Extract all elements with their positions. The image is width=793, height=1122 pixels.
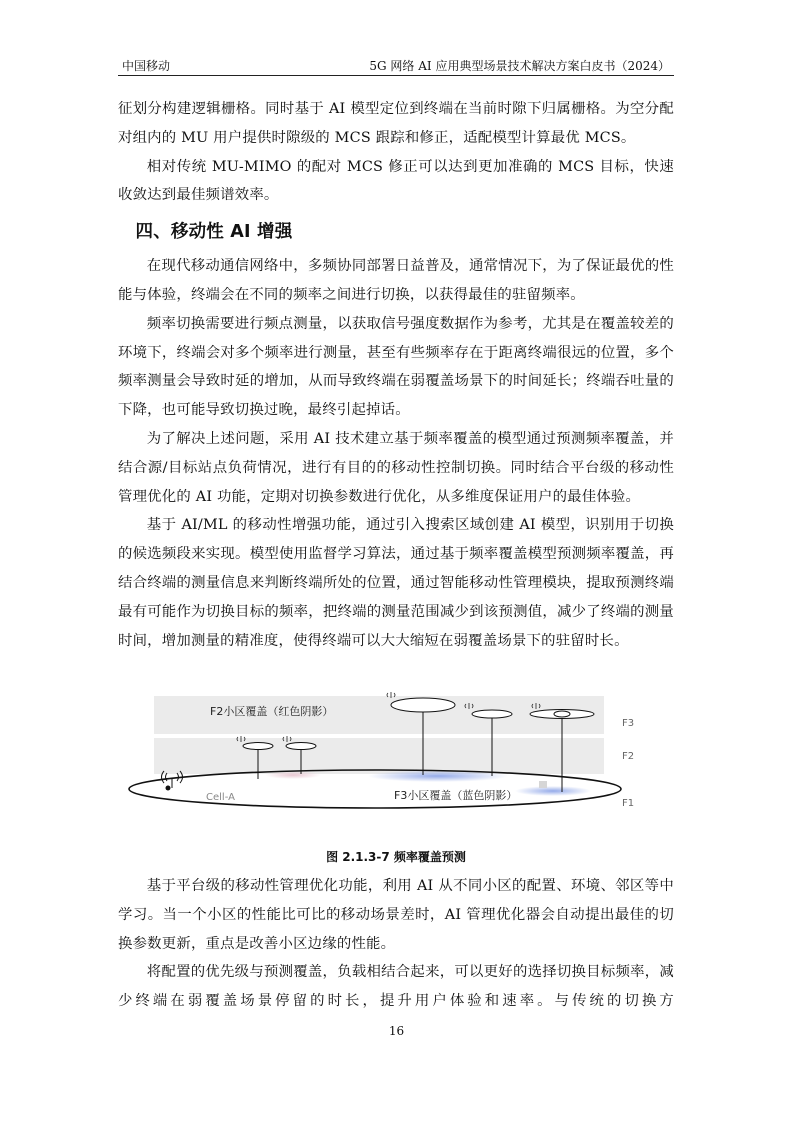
paragraph: 基于 AI/ML 的移动性增强功能，通过引入搜索区域创建 AI 模型，识别用于切换的候选频段来实现。模型使用监督学习算法，通过基于频率覆盖模型预测频率覆盖，再结合终端的测量信息来判断终端所处的位置，通过智能移动性管理模块，提取预测终端最有可能作为切换目标的频率，把终端的测量范围减少到该预测值，减少了终端的测量时间，增加测量的精准度，使得终端可以大大缩短在弱覆盖场景下的驻留时长。 xyxy=(118,517,674,649)
main-text-continued xyxy=(118,872,674,1016)
cell-a-label: Cell-A xyxy=(206,792,235,803)
header-document-title: 5G 网络 AI 应用典型场景技术解决方案白皮书（2024） xyxy=(369,59,670,73)
header-org: 中国移动 xyxy=(122,59,171,73)
main-text xyxy=(118,95,674,655)
blue-shade xyxy=(515,786,591,796)
cell-a-antenna-dot xyxy=(166,786,171,791)
f2-coverage-label: F2小区覆盖（红色阴影） xyxy=(210,705,334,718)
page-number: 16 xyxy=(388,1024,405,1038)
band-f2 xyxy=(154,738,604,774)
paragraph: 征划分构建逻辑栅格。同时基于 AI 模型定位到终端在当前时隙下归属栅格。为空分配对组内的 MU 用户提供时隙级的 MCS 跟踪和修正，适配模型计算最优 MCS。 xyxy=(118,101,674,146)
small-marker xyxy=(539,781,547,788)
paragraph: 将配置的优先级与预测覆盖，负载相结合起来，可以更好的选择切换目标频率，减少终端在弱覆盖场景停留的时长，提升用户体验和速率。与传统的切换方 xyxy=(118,964,674,1010)
section-heading: 四、移动性 AI 增强 xyxy=(135,222,293,243)
page-header xyxy=(118,55,674,76)
figure-caption: 图 2.1.3-7 频率覆盖预测 xyxy=(326,850,466,864)
paragraph: 频率切换需要进行频点测量，以获取信号强度数据作为参考，尤其是在覆盖较差的环境下，终端会对多个频率进行测量，甚至有些频率存在于距离终端很远的位置，多个频率测量会导致时延的增加，从而导致终端在弱覆盖场景下的时间延长；终端吞吐量的下降，也可能导致切换过晚，最终引起掉话。 xyxy=(118,315,674,419)
paragraph: 为了解决上述问题，采用 AI 技术建立基于频率覆盖的模型通过预测频率覆盖，并结合源/目标站点负荷情况，进行有目的的移动性控制切换。同时结合平台级的移动性管理优化的 AI 功能，定期对切换参数进行优化，从多维度保证用户的最佳体验。 xyxy=(118,430,674,505)
f3-coverage-label: F3小区覆盖（蓝色阴影） xyxy=(394,789,518,802)
paragraph: 相对传统 MU-MIMO 的配对 MCS 修正可以达到更加准确的 MCS 目标，快速收敛达到最佳频谱效率。 xyxy=(118,158,674,204)
band-f3-label: F3 xyxy=(622,718,635,729)
paragraph: 基于平台级的移动性管理优化功能，利用 AI 从不同小区的配置、环境、邻区等中学习。当一个小区的性能比可比的移动场景差时，AI 管理优化器会自动提出最佳的切换参数更新，重点是改善小区边缘的性能。 xyxy=(118,878,674,952)
frequency-coverage-figure xyxy=(118,686,674,828)
band-f1-label: F1 xyxy=(622,798,635,809)
paragraph: 在现代移动通信网络中，多频协同部署日益普及，通常情况下，为了保证最优的性能与体验，终端会在不同的频率之间进行切换，以获得最佳的驻留频率。 xyxy=(118,258,674,303)
band-f2-label: F2 xyxy=(622,751,635,762)
